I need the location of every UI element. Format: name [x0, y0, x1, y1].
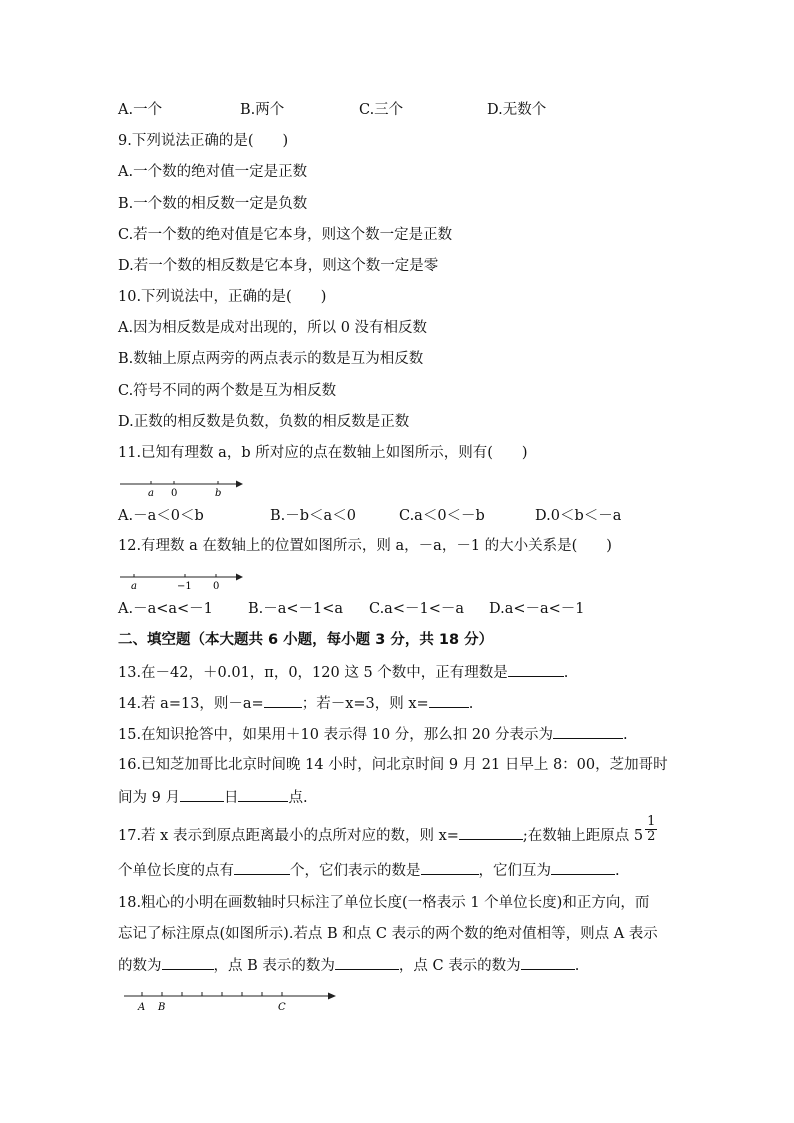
q11-option-c: C.a＜0＜－b [399, 508, 485, 524]
q10-stem: 10.下列说法中，正确的是( ) [118, 289, 327, 305]
q17-line-1: 17.若 x 表示到原点距离最小的点所对应的数，则 x= ;在数轴上距原点 5 $\frac{1}{2}$ [118, 813, 656, 844]
q10-option-c: C.符号不同的两个数是互为相反数 [118, 383, 337, 399]
q13: 13.在－42，＋0.01，π，0，120 这 5 个数中，正有理数是 . [118, 662, 568, 683]
q12-stem: 12.有理数 a 在数轴上的位置如图所示，则 a，－a，－1 的大小关系是( ) [118, 538, 612, 554]
q15: 15.在知识抢答中，如果用＋10 表示得 10 分，那么扣 20 分表示为 . [118, 724, 628, 745]
q17-fraction: $\frac{1}{2}$ [647, 813, 656, 844]
q10-option-a: A.因为相反数是成对出现的，所以 0 没有相反数 [118, 320, 428, 336]
q18-number-line [122, 988, 342, 1014]
q16-blank-hour[interactable] [238, 787, 288, 802]
q17-blank-2[interactable] [234, 860, 290, 875]
q9-option-a: A.一个数的绝对值一定是正数 [118, 164, 308, 180]
q14: 14.若 a=13，则－a= ；若－x=3，则 x= . [118, 693, 473, 714]
q18-line-1: 18.粗心的小明在画数轴时只标注了单位长度(一格表示 1 个单位长度)和正方向，而 [118, 895, 650, 911]
q18-axis-label-c: C [278, 1002, 286, 1013]
q12-option-d: D.a<－a<－1 [489, 601, 585, 617]
q12-axis-label-zero: 0 [213, 581, 220, 592]
q18-blank-c[interactable] [521, 955, 575, 970]
q9-option-c: C.若一个数的绝对值是它本身，则这个数一定是正数 [118, 227, 453, 243]
q8-option-d: D.无数个 [487, 102, 547, 118]
q13-answer-blank[interactable] [508, 662, 564, 677]
q16-blank-day[interactable] [180, 787, 224, 802]
q18-blank-b[interactable] [335, 955, 399, 970]
q11-axis-label-a: a [148, 488, 154, 499]
q11-number-line [118, 476, 248, 500]
q17-blank-1[interactable] [459, 825, 523, 840]
q8-option-c: C.三个 [359, 102, 404, 118]
q11-option-d: D.0＜b＜－a [535, 508, 622, 524]
q11-option-a: A.－a＜0＜b [118, 508, 204, 524]
q11-stem: 11.已知有理数 a，b 所对应的点在数轴上如图所示，则有( ) [118, 445, 528, 461]
q9-option-b: B.一个数的相反数一定是负数 [118, 196, 308, 212]
q16-line-1: 16.已知芝加哥比北京时间晚 14 小时，问北京时间 9 月 21 日早上 8：00，芝加哥时 [118, 757, 668, 773]
q17-blank-4[interactable] [551, 860, 615, 875]
q10-option-b: B.数轴上原点两旁的两点表示的数是互为相反数 [118, 351, 424, 367]
q12-option-b: B.－a<－1<a [248, 601, 344, 617]
q18-line-2: 忘记了标注原点(如图所示).若点 B 和点 C 表示的两个数的绝对值相等，则点 A 表示 [118, 926, 658, 942]
q17-line-2: 个单位长度的点有 个，它们表示的数是 ，它们互为 . [118, 860, 620, 881]
q11-option-b: B.－b＜a＜0 [270, 508, 356, 524]
q8-option-a: A.一个 [118, 102, 163, 118]
q9-option-d: D.若一个数的相反数是它本身，则这个数一定是零 [118, 258, 439, 274]
q12-axis-label-neg-one: −1 [177, 581, 192, 592]
q12-number-line [118, 569, 248, 593]
q14-blank-2[interactable] [429, 693, 469, 708]
q11-axis-label-b: b [215, 488, 222, 499]
q17-blank-3[interactable] [421, 860, 479, 875]
q12-option-a: A.－a<a<－1 [118, 601, 213, 617]
q9-stem: 9.下列说法正确的是( ) [118, 133, 289, 149]
q18-axis-label-a: A [138, 1002, 146, 1013]
q12-option-c: C.a<－1<－a [369, 601, 465, 617]
q12-axis-label-a: a [131, 581, 137, 592]
section-2-title: 二、填空题（本大题共 6 小题，每小题 3 分，共 18 分） [118, 632, 494, 648]
q16-line-2: 间为 9 月 日 点. [118, 787, 308, 808]
q11-axis-label-zero: 0 [171, 488, 178, 499]
q18-blank-a[interactable] [162, 955, 214, 970]
q10-option-d: D.正数的相反数是负数，负数的相反数是正数 [118, 414, 410, 430]
q18-axis-label-b: B [158, 1002, 166, 1013]
q18-line-3: 的数为 ，点 B 表示的数为 ，点 C 表示的数为 . [118, 955, 579, 976]
q15-answer-blank[interactable] [553, 724, 623, 739]
q8-option-b: B.两个 [240, 102, 285, 118]
q14-blank-1[interactable] [264, 693, 302, 708]
